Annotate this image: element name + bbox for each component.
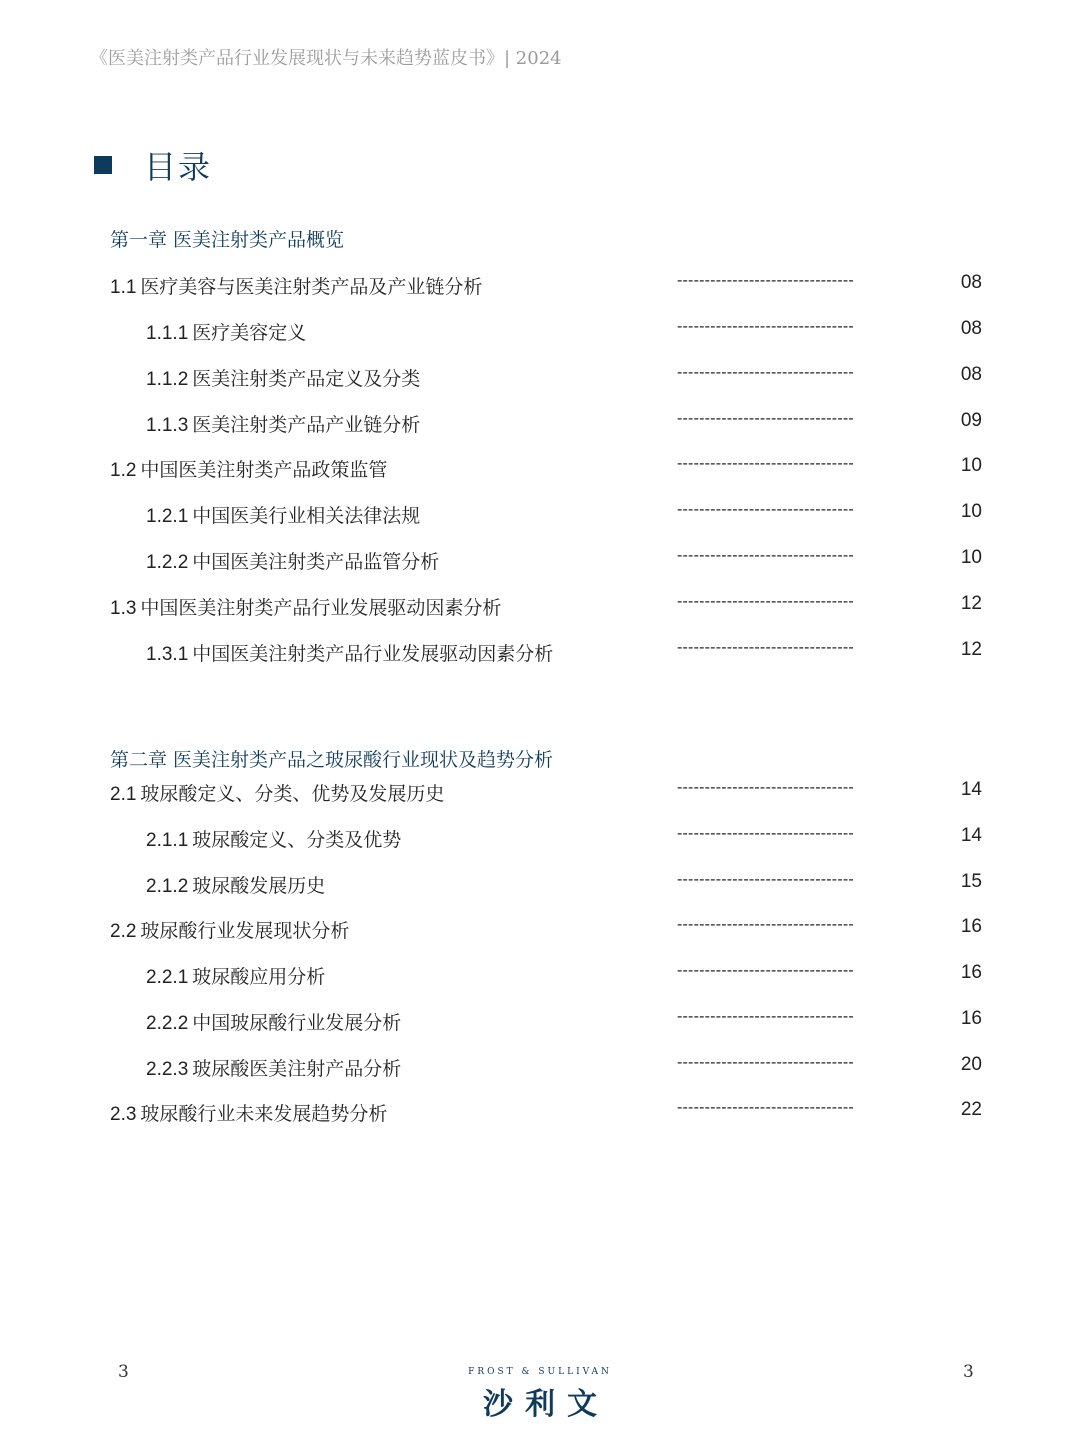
dot-leader: -------------------------------- — [677, 916, 854, 933]
section-number: 2.2.1 — [146, 967, 189, 988]
page-number: 22 — [960, 1099, 982, 1120]
toc-entry[interactable] — [0, 1099, 1080, 1129]
toc-entry-label — [146, 871, 325, 898]
section-number: 1.3 — [110, 598, 137, 619]
page-number: 10 — [960, 547, 982, 568]
toc-entry[interactable] — [0, 547, 1080, 577]
section-number: 2.3 — [110, 1104, 137, 1125]
toc-entry-label — [146, 410, 420, 437]
toc-entry[interactable] — [0, 1054, 1080, 1084]
toc-heading — [94, 142, 212, 188]
section-title: 玻尿酸行业发展现状分析 — [140, 920, 350, 942]
footer-page-number-left: 3 — [118, 1362, 129, 1382]
section-title: 玻尿酸定义、分类及优势 — [192, 829, 402, 851]
page-number: 16 — [960, 916, 982, 937]
section-number: 1.1 — [110, 277, 137, 298]
toc-entry[interactable] — [0, 871, 1080, 901]
section-title: 中国玻尿酸行业发展分析 — [192, 1012, 402, 1034]
toc-entry[interactable] — [0, 272, 1080, 302]
dot-leader: -------------------------------- — [677, 1008, 854, 1025]
toc-entry[interactable] — [0, 1008, 1080, 1038]
section-number: 1.1.2 — [146, 369, 189, 390]
toc-entry[interactable] — [0, 455, 1080, 485]
dot-leader: -------------------------------- — [677, 547, 854, 564]
toc-entry-label — [110, 455, 387, 482]
section-title: 玻尿酸应用分析 — [192, 966, 326, 988]
toc-entry-label — [110, 916, 349, 943]
toc-entry-label — [146, 318, 306, 345]
toc-entry[interactable] — [0, 593, 1080, 623]
toc-entry[interactable] — [0, 962, 1080, 992]
toc-entry[interactable] — [0, 639, 1080, 669]
section-title: 中国医美行业相关法律法规 — [192, 505, 421, 527]
section-title: 医疗美容与医美注射类产品及产业链分析 — [140, 276, 483, 298]
dot-leader: -------------------------------- — [677, 501, 854, 518]
section-number: 1.1.1 — [146, 323, 189, 344]
toc-entry-label — [146, 639, 553, 666]
dot-leader: -------------------------------- — [677, 318, 854, 335]
page-number: 12 — [960, 593, 982, 614]
logo-chinese-text: 沙利文 — [483, 1387, 609, 1422]
section-number: 1.2.2 — [146, 552, 189, 573]
toc-title: 目录 — [144, 148, 213, 186]
page-number: 12 — [960, 639, 982, 660]
section-number: 2.1.2 — [146, 876, 189, 897]
section-number: 1.3.1 — [146, 644, 189, 665]
toc-entry[interactable] — [0, 916, 1080, 946]
section-title: 玻尿酸行业未来发展趋势分析 — [140, 1103, 388, 1125]
toc-entry-label — [146, 501, 420, 528]
section-number: 1.2 — [110, 460, 137, 481]
toc-entry[interactable] — [0, 410, 1080, 440]
toc-entry-label — [110, 272, 482, 299]
toc-entry-label — [110, 593, 501, 620]
page-number: 14 — [960, 779, 982, 800]
toc-entry-label — [146, 364, 420, 391]
dot-leader: -------------------------------- — [677, 272, 854, 289]
footer-page-number-right: 3 — [963, 1362, 974, 1382]
section-title: 医疗美容定义 — [192, 322, 307, 344]
toc-entry-label — [110, 779, 444, 806]
frost-sullivan-logo — [458, 1367, 622, 1423]
section-title: 玻尿酸发展历史 — [192, 875, 326, 897]
toc-entry-label — [146, 1008, 401, 1035]
section-number: 2.2 — [110, 921, 137, 942]
section-title: 中国医美注射类产品行业发展驱动因素分析 — [140, 597, 502, 619]
toc-entry[interactable] — [0, 318, 1080, 348]
section-title: 中国医美注射类产品监管分析 — [192, 551, 440, 573]
page-number: 08 — [960, 318, 982, 339]
section-number: 1.1.3 — [146, 415, 189, 436]
dot-leader: -------------------------------- — [677, 1054, 854, 1071]
section-number: 2.1.1 — [146, 830, 189, 851]
logo-english-text: FROST & SULLIVAN — [468, 1367, 612, 1377]
toc-entry-label — [146, 962, 325, 989]
chapter-title[interactable]: 第一章 医美注射类产品概览 — [110, 229, 345, 251]
dot-leader: -------------------------------- — [677, 410, 854, 427]
section-number: 2.2.2 — [146, 1013, 189, 1034]
chapter-title[interactable]: 第二章 医美注射类产品之玻尿酸行业现状及趋势分析 — [110, 749, 554, 771]
section-title: 玻尿酸医美注射产品分析 — [192, 1058, 402, 1080]
toc-entry[interactable] — [0, 501, 1080, 531]
page-number: 10 — [960, 501, 982, 522]
toc-entry-label — [146, 825, 401, 852]
section-title: 中国医美注射类产品政策监管 — [140, 459, 388, 481]
section-number: 2.1 — [110, 784, 137, 805]
dot-leader: -------------------------------- — [677, 593, 854, 610]
page-number: 14 — [960, 825, 982, 846]
toc-entry-label — [146, 1054, 401, 1081]
dot-leader: -------------------------------- — [677, 455, 854, 472]
square-bullet-icon — [94, 156, 112, 174]
page-number: 16 — [960, 1008, 982, 1029]
toc-entry[interactable] — [0, 779, 1080, 809]
dot-leader: -------------------------------- — [677, 364, 854, 381]
page-number: 16 — [960, 962, 982, 983]
dot-leader: -------------------------------- — [677, 1099, 854, 1116]
page-number: 08 — [960, 364, 982, 385]
dot-leader: -------------------------------- — [677, 779, 854, 796]
toc-entry[interactable] — [0, 825, 1080, 855]
section-title: 玻尿酸定义、分类、优势及发展历史 — [140, 783, 445, 805]
toc-entry-label — [146, 547, 439, 574]
page-number: 08 — [960, 272, 982, 293]
section-number: 1.2.1 — [146, 506, 189, 527]
document-header-title: 《医美注射类产品行业发展现状与未来趋势蓝皮书》| 2024 — [90, 48, 562, 69]
toc-entry[interactable] — [0, 364, 1080, 394]
page-number: 15 — [960, 871, 982, 892]
toc-entry-label — [110, 1099, 387, 1126]
section-title: 医美注射类产品产业链分析 — [192, 414, 421, 436]
page-number: 09 — [960, 410, 982, 431]
dot-leader: -------------------------------- — [677, 962, 854, 979]
section-number: 2.2.3 — [146, 1059, 189, 1080]
section-title: 中国医美注射类产品行业发展驱动因素分析 — [192, 643, 554, 665]
dot-leader: -------------------------------- — [677, 825, 854, 842]
dot-leader: -------------------------------- — [677, 871, 854, 888]
page-number: 20 — [960, 1054, 982, 1075]
page-number: 10 — [960, 455, 982, 476]
section-title: 医美注射类产品定义及分类 — [192, 368, 421, 390]
dot-leader: -------------------------------- — [677, 639, 854, 656]
